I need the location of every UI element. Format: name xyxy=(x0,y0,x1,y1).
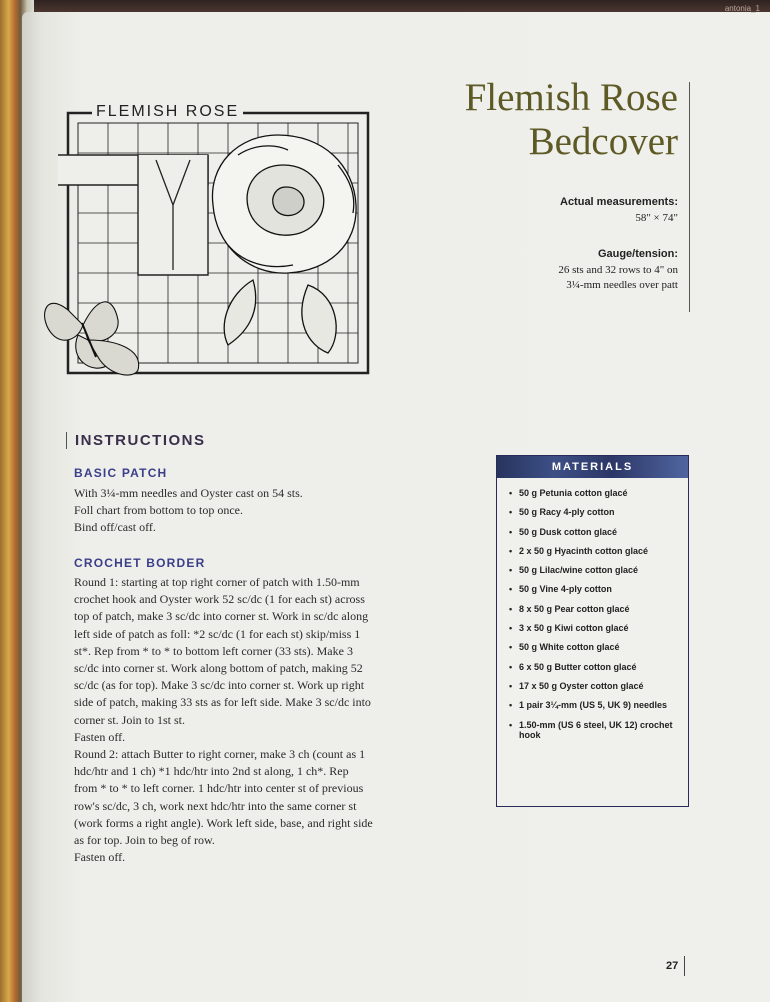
material-item: • 6 x 50 g Butter cotton glacé xyxy=(509,661,637,672)
title-line-1: Flemish Rose xyxy=(464,76,678,119)
material-item: • 2 x 50 g Hyacinth cotton glacé xyxy=(509,545,649,556)
page-number: 27 xyxy=(666,960,679,972)
material-item: • 50 g Vine 4-ply cotton xyxy=(509,584,612,595)
flemish-rose-illustration xyxy=(38,95,383,395)
round-1-fasten: Fasten off. xyxy=(74,729,126,744)
page-title xyxy=(465,76,678,164)
illustration-label: FLEMISH ROSE xyxy=(92,103,243,121)
materials-list xyxy=(497,478,688,740)
material-item: • 8 x 50 g Pear cotton glacé xyxy=(509,603,630,614)
material-item: • 50 g Racy 4-ply cotton xyxy=(509,507,615,518)
round-1-label: Round 1: xyxy=(74,575,119,589)
basic-patch-line: Foll chart from bottom to top once. xyxy=(74,503,243,518)
round-1-text: starting at top right corner of patch with 1.50-mm crochet hook and Oyster work 52 sc/dc (1 for each st) across top of patch, make 3 sc/dc into corner st. Work in sc/dc along left side of patch as foll: *2 sc/dc (1 for each st) skip/miss 1 st*. Rep from * to * to bottom left corner (33 sts). Make 3 sc/dc into corner st. Work along bottom of patch, making 52 sc/dc (as for top). Make 3 sc/dc into corner st. Work up right side of patch, making 33 sts as for left side. Make 3 sc/dc into corner st. Join to 1st st. xyxy=(74,575,371,727)
actual-measurements-value: 58" × 74" xyxy=(635,212,678,224)
butterfly-drawing xyxy=(45,302,139,375)
materials-box xyxy=(496,455,689,807)
material-item: • 3 x 50 g Kiwi cotton glacé xyxy=(509,623,629,634)
title-line-2: Bedcover xyxy=(528,120,678,163)
actual-measurements xyxy=(560,196,678,224)
basic-patch-text xyxy=(74,485,374,537)
basic-patch-line: Bind off/cast off. xyxy=(74,520,156,535)
materials-heading: MATERIALS xyxy=(497,456,688,478)
page-number-divider xyxy=(684,956,685,976)
basic-patch-line: With 3¼-mm needles and Oyster cast on 54 sts. xyxy=(74,486,303,500)
round-2-label: Round 2: xyxy=(74,747,119,762)
crochet-border-heading: CROCHET BORDER xyxy=(74,556,206,570)
material-item: • 1.50-mm (US 6 steel, UK 12) crochet hook xyxy=(509,719,673,740)
basic-patch-heading: BASIC PATCH xyxy=(74,466,168,480)
gauge-label: Gauge/tension: xyxy=(597,248,678,260)
instructions-heading: INSTRUCTIONS xyxy=(66,432,206,449)
title-divider xyxy=(689,82,690,312)
material-item: • 1 pair 3¼-mm (US 5, UK 9) needles xyxy=(509,700,668,711)
round-2-fasten: Fasten off. xyxy=(74,850,126,865)
round-1 xyxy=(74,574,374,729)
round-2-text: attach Butter to right corner, make 3 ch (count as 1 hdc/htr and 1 ch) *1 hdc/htr into 2nd st along, 1 ch*. Rep from * to * to left corner. 1 hdc/htr into center st of previous row's sc/dc, 3 ch, work next hdc/htr into the same corner st (work forms a right angle). Work left side, base, and right side as for top. Join to beg of row. xyxy=(74,747,373,848)
rose-drawing xyxy=(212,135,356,353)
material-item: • 50 g White cotton glacé xyxy=(509,642,620,653)
gauge-line-1: 26 sts and 32 rows to 4" on xyxy=(558,264,678,276)
material-item: • 17 x 50 g Oyster cotton glacé xyxy=(509,680,644,691)
material-item: • 50 g Lilac/wine cotton glacé xyxy=(509,565,639,576)
material-item: • 50 g Dusk cotton glacé xyxy=(509,526,618,537)
material-item: • 50 g Petunia cotton glacé xyxy=(509,488,628,498)
actual-measurements-label: Actual measurements: xyxy=(560,196,678,208)
round-2 xyxy=(74,746,374,849)
corner-tag: antonia_1 xyxy=(724,4,760,13)
crochet-border-text xyxy=(74,574,374,866)
gauge-line-2: 3¼-mm needles over patt xyxy=(566,279,678,291)
gauge xyxy=(558,248,678,291)
